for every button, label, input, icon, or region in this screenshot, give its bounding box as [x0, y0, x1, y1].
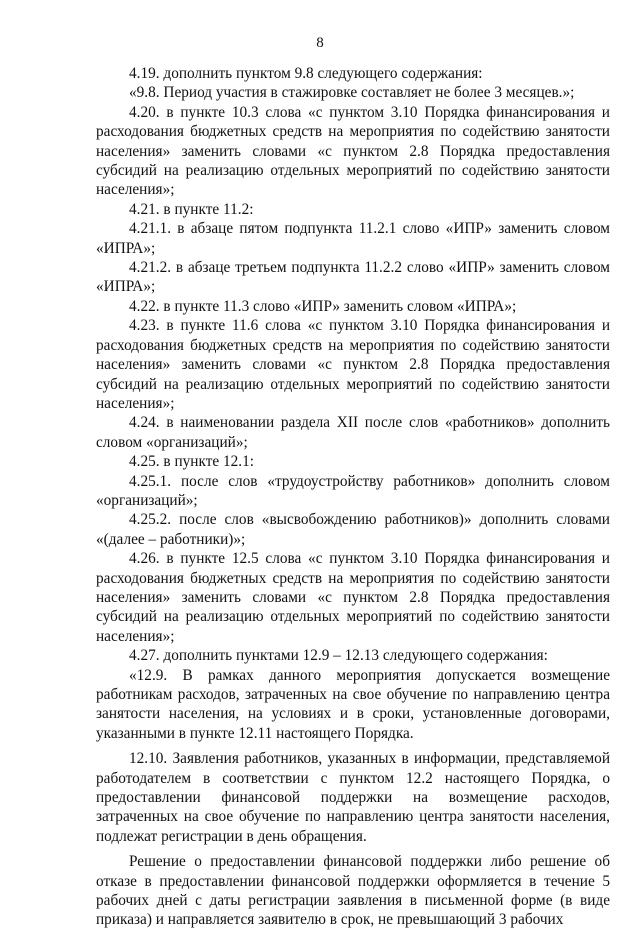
paragraph-12-10: 12.10. Заявления работников, указанных в информации, представляемой работодателем в соответствии с пунктом 12.2 настоящего Порядка, о предоставлении финансовой поддержки на возмещение расходов, затраченных на свое обучение по направлению центра занятости населения, подлежат регистрации в день обращения. — [96, 750, 610, 845]
paragraph-4-21-1: 4.21.1. в абзаце пятом подпункта 11.2.1 слово «ИПР» заменить словом «ИПРА»; — [96, 220, 610, 257]
paragraph-4-21-2: 4.21.2. в абзаце третьем подпункта 11.2.2 слово «ИПР» заменить словом «ИПРА»; — [96, 259, 610, 296]
paragraph-4-23: 4.23. в пункте 11.6 слова «с пунктом 3.10 Порядка финансирования и расходования бюджетных средств на мероприятия по содействию занятости населения» заменить словами «с пунктом 2.8 Порядка предоставления субсидий на реализацию отдельных мероприятий по содействию занятости населения»; — [96, 317, 610, 412]
paragraph-4-22: 4.22. в пункте 11.3 слово «ИПР» заменить словом «ИПРА»; — [129, 297, 517, 315]
paragraph-4-25-1: 4.25.1. после слов «трудоустройству работников» дополнить словом «организаций»; — [96, 472, 610, 509]
paragraph-4-26: 4.26. в пункте 12.5 слова «с пунктом 3.10 Порядка финансирования и расходования бюджетных средств на мероприятия по содействию занятости населения» заменить словами «с пунктом 2.8 Порядка предоставления субсидий на реализацию отдельных мероприятий по содействию занятости населения»; — [96, 550, 610, 645]
page-number: 8 — [316, 35, 324, 51]
paragraph-4-25: 4.25. в пункте 12.1: — [129, 453, 255, 471]
paragraph-4-25-2: 4.25.2. после слов «высвобождению работников)» дополнить словами «(далее – работники)»; — [96, 511, 610, 548]
paragraph-4-27: 4.27. дополнить пунктами 12.9 – 12.13 следующего содержания: — [129, 647, 548, 665]
paragraph-4-24: 4.24. в наименовании раздела XII после слов «работников» дополнить словом «организаций»; — [96, 414, 610, 451]
paragraph-4-20: 4.20. в пункте 10.3 слова «с пунктом 3.10 Порядка финансирования и расходования бюджетных средств на мероприятия по содействию занятости населения» заменить словами «с пунктом 2.8 Порядка предоставления субсидий на реализацию отдельных мероприятий по содействию занятости населения»; — [96, 103, 610, 199]
paragraph-12-9: «12.9. В рамках данного мероприятия допускается возмещение работникам расходов, затраченных на свое обучение по направлению центра занятости населения, на условиях и в сроки, установленные договорами, указанными в пункте 12.11 настоящего Порядка. — [96, 666, 610, 742]
paragraph-9-8: «9.8. Период участия в стажировке составляет не более 3 месяцев.»; — [129, 84, 575, 102]
paragraph-decision: Решение о предоставлении финансовой поддержки либо решение об отказе в предоставлении финансовой поддержки оформляется в течение 5 рабочих дней с даты регистрации заявления в письменной форме (в виде приказа) и направляется заявителю в срок, не превышающий 3 рабочих — [96, 853, 610, 929]
document-body — [96, 64, 610, 930]
paragraph-4-19: 4.19. дополнить пунктом 9.8 следующего содержания: — [129, 65, 483, 82]
paragraph-4-21: 4.21. в пункте 11.2: — [129, 200, 254, 218]
